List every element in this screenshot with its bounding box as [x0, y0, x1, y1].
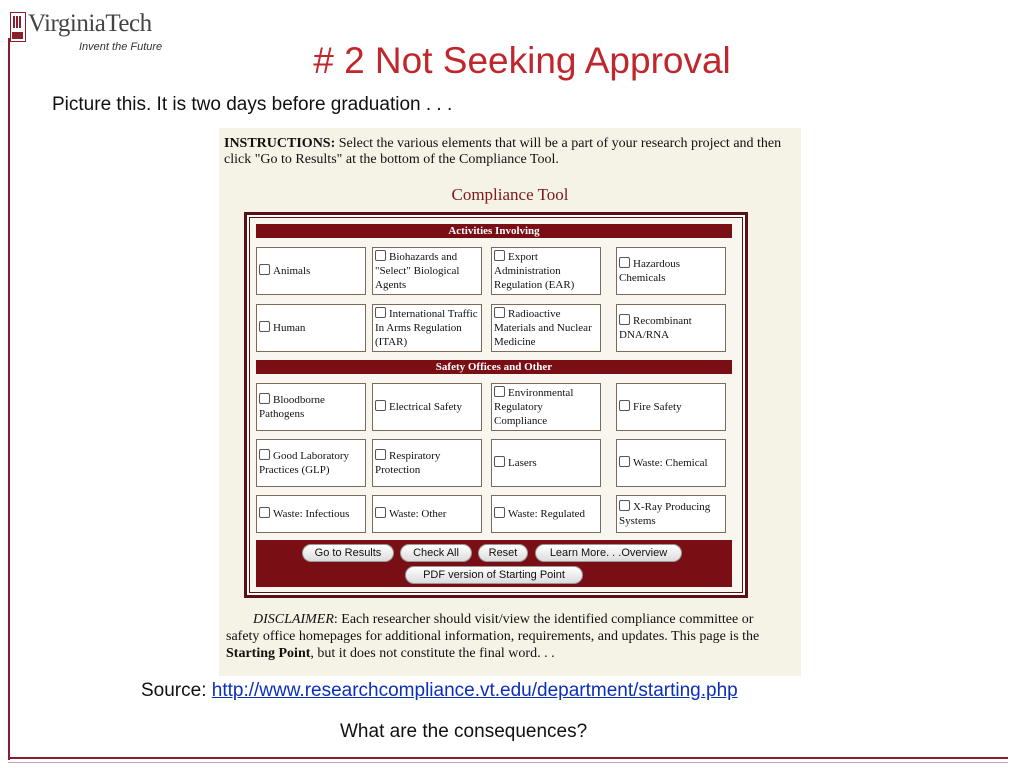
checkbox[interactable]: [375, 449, 386, 460]
option-human[interactable]: Human: [256, 304, 366, 352]
option-animals[interactable]: Animals: [256, 247, 366, 295]
pdf-version-button[interactable]: PDF version of Starting Point: [405, 566, 583, 584]
checkbox[interactable]: [375, 400, 386, 411]
bottom-rule-thin: [8, 762, 1008, 763]
tool-inner: [249, 217, 743, 593]
option-waste-other[interactable]: Waste: Other: [372, 495, 482, 533]
tool-title: Compliance Tool: [451, 185, 569, 204]
option-biohazards[interactable]: Biohazards and "Select" Biological Agents: [372, 247, 482, 295]
checkbox[interactable]: [619, 257, 630, 268]
button-bar: [256, 540, 732, 587]
disclaimer-text-1: : Each researcher should visit/view the identified compliance committee or safety office homepages for additional information, requirements, and updates. This page is the: [226, 612, 760, 644]
logo-tagline: Invent the Future: [79, 41, 163, 53]
check-all-button[interactable]: Check All: [400, 544, 472, 562]
section-header-safety: Safety Offices and Other: [256, 360, 732, 374]
option-lasers[interactable]: Lasers: [491, 439, 601, 487]
option-waste-regulated[interactable]: Waste: Regulated: [491, 495, 601, 533]
disclaimer-label: DISCLAIMER: [253, 612, 334, 627]
checkbox[interactable]: [259, 449, 270, 460]
source-label: Source:: [141, 680, 207, 701]
checkbox[interactable]: [259, 393, 270, 404]
checkbox[interactable]: [494, 386, 505, 397]
left-rule: [8, 38, 10, 760]
instructions-text: Select the various elements that will be a part of your research project and then click "Go to Results" at the bottom of the Compliance Tool.: [224, 136, 782, 167]
option-export-admin[interactable]: Export Administration Regulation (EAR): [491, 247, 601, 295]
option-glp[interactable]: Good Laboratory Practices (GLP): [256, 439, 366, 487]
disclaimer: [226, 611, 786, 662]
source-line: [141, 680, 738, 702]
disclaimer-text-2: , but it does not constitute the final word. . .: [310, 646, 555, 661]
option-electrical-safety[interactable]: Electrical Safety: [372, 383, 482, 431]
checkbox[interactable]: [619, 500, 630, 511]
checkbox[interactable]: [259, 321, 270, 332]
option-environmental[interactable]: Environmental Regulatory Compliance: [491, 383, 601, 431]
tool-frame: [244, 212, 748, 598]
checkbox[interactable]: [375, 307, 386, 318]
compliance-tool-screenshot: [219, 128, 801, 676]
option-bloodborne[interactable]: Bloodborne Pathogens: [256, 383, 366, 431]
slide-intro: Picture this. It is two days before graduation . . .: [52, 94, 453, 115]
go-to-results-button[interactable]: Go to Results: [302, 544, 394, 562]
option-recombinant-dna[interactable]: Recombinant DNA/RNA: [616, 304, 726, 352]
checkbox[interactable]: [494, 307, 505, 318]
option-respiratory[interactable]: Respiratory Protection: [372, 439, 482, 487]
checkbox[interactable]: [259, 264, 270, 275]
disclaimer-bold: Starting Point: [226, 646, 311, 661]
checkbox[interactable]: [375, 507, 386, 518]
option-waste-chemical[interactable]: Waste: Chemical: [616, 439, 726, 487]
option-xray[interactable]: X-Ray Producing Systems: [616, 495, 726, 533]
checkbox[interactable]: [619, 456, 630, 467]
option-waste-infectious[interactable]: Waste: Infectious: [256, 495, 366, 533]
logo-brand: VirginiaTech: [28, 10, 152, 37]
option-radioactive[interactable]: Radioactive Materials and Nuclear Medicine: [491, 304, 601, 352]
section-header-activities: Activities Involving: [256, 224, 732, 238]
learn-more-button[interactable]: Learn More. . .Overview: [535, 544, 682, 562]
instructions-label: INSTRUCTIONS:: [224, 136, 336, 151]
bottom-rule: [8, 757, 1008, 759]
instructions: [224, 136, 784, 168]
option-hazardous-chemicals[interactable]: Hazardous Chemicals: [616, 247, 726, 295]
checkbox[interactable]: [494, 250, 505, 261]
source-link[interactable]: http://www.researchcompliance.vt.edu/department/starting.php: [211, 680, 738, 701]
slide-title: # 2 Not Seeking Approval: [313, 40, 731, 81]
checkbox[interactable]: [375, 250, 386, 261]
option-fire-safety[interactable]: Fire Safety: [616, 383, 726, 431]
shield-icon: [10, 12, 26, 42]
checkbox[interactable]: [619, 400, 630, 411]
option-itar[interactable]: International Traffic In Arms Regulation (ITAR): [372, 304, 482, 352]
checkbox[interactable]: [619, 314, 630, 325]
reset-button[interactable]: Reset: [478, 544, 528, 562]
checkbox[interactable]: [494, 507, 505, 518]
slide-question: What are the consequences?: [340, 721, 588, 742]
checkbox[interactable]: [259, 507, 270, 518]
checkbox[interactable]: [494, 456, 505, 467]
